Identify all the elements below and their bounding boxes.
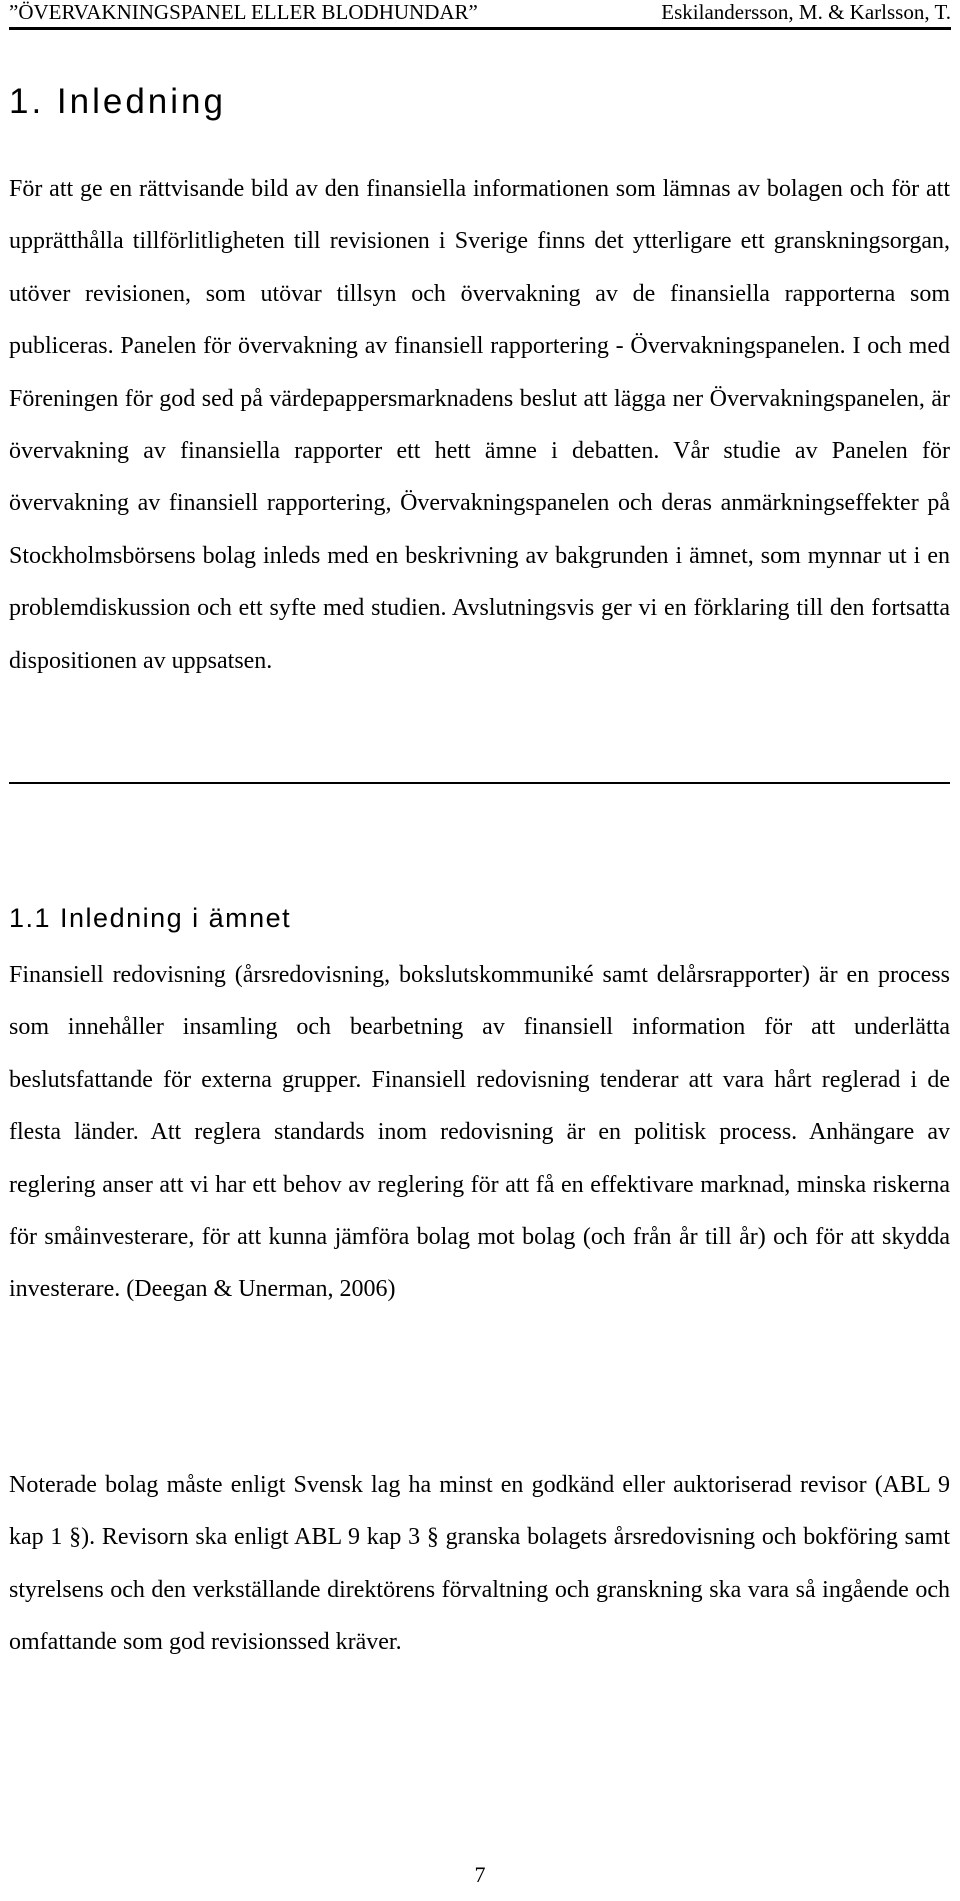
header-authors: Eskilandersson, M. & Karlsson, T. <box>661 0 951 24</box>
section-paragraph-1: Finansiell redovisning (årsredovisning, bokslutskommuniké samt delårsrapporter) är en process som innehåller insamling och bearbetning av finansiell information för att underlätta beslutsfattande för externa grupper. Finansiell redovisning tenderar att vara hårt reglerad i de flesta länder. Att reglera standards inom redovisning är en politisk process. Anhängare av reglering anser att vi har ett behov av reglering för att få en effektivare marknad, minska riskerna för småinvesterare, för att kunna jämföra bolag mot bolag (och från år till år) och för att skydda investerare. (Deegan & Unerman, 2006) <box>9 962 950 1303</box>
section-title: 1.1 Inledning i ämnet <box>9 903 292 933</box>
page-number: 7 <box>474 1862 486 1887</box>
chapter-title: 1. Inledning <box>9 82 226 121</box>
section-divider <box>9 782 950 784</box>
intro-paragraph: För att ge en rättvisande bild av den finansiella informationen som lämnas av bolagen och för att upprätthålla tillförlitligheten till revisionen i Sverige finns det ytterligare ett granskningsorgan, utöver revisionen, som utövar tillsyn och övervakning av de finansiella rapporterna som publiceras. Panelen för övervakning av finansiell rapportering - Övervakningspanelen. I och med Föreningen för god sed på värdepappersmarknadens beslut att lägga ner Övervakningspanelen, är övervakning av finansiella rapporter ett hett ämne i debatten. Vår studie av Panelen för övervakning av finansiell rapportering, Övervakningspanelen och deras anmärkningseffekter på Stockholmsbörsens bolag inleds med en beskrivning av bakgrunden i ämnet, som mynnar ut i en problemdiskussion och ett syfte med studien. Avslutningsvis ger vi en förklaring till den fortsatta dispositionen av uppsatsen. <box>9 176 950 674</box>
running-header <box>9 0 951 30</box>
header-title: ”ÖVERVAKNINGSPANEL ELLER BLODHUNDAR” <box>9 0 478 24</box>
section-paragraph-2: Noterade bolag måste enligt Svensk lag ha minst en godkänd eller auktoriserad revisor (ABL 9 kap 1 §). Revisorn ska enligt ABL 9 kap 3 § granska bolagets årsredovisning och bokföring samt styrelsens och den verkställande direktörens förvaltning och granskning ska vara så ingående och omfattande som god revisionssed kräver. <box>9 1472 950 1656</box>
